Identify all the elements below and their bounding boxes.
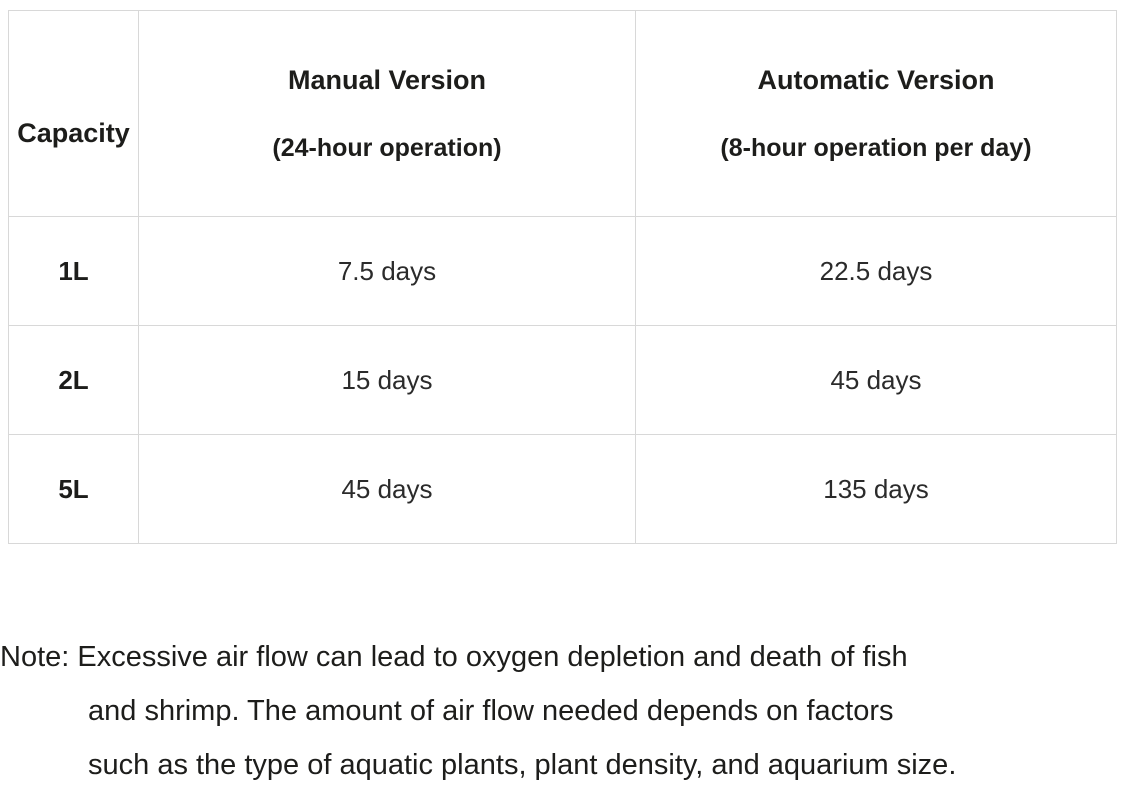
header-manual-title: Manual Version <box>287 64 487 95</box>
table-row <box>9 326 1117 435</box>
header-cell-manual <box>139 11 636 217</box>
table-row <box>9 435 1117 544</box>
header-manual-subtitle: (24-hour operation) <box>272 133 502 162</box>
header-cell-capacity <box>9 11 139 217</box>
header-capacity-label: Capacity <box>17 117 130 148</box>
capacity-runtime-table <box>8 10 1117 544</box>
cell-manual-runtime: 15 days <box>139 326 636 435</box>
header-automatic-title: Automatic Version <box>757 64 995 95</box>
cell-capacity: 5L <box>9 435 139 544</box>
cell-manual-runtime: 45 days <box>139 435 636 544</box>
cell-automatic-runtime: 135 days <box>636 435 1117 544</box>
header-automatic-subtitle: (8-hour operation per day) <box>720 133 1032 162</box>
table-row <box>9 217 1117 326</box>
note-line-2: and shrimp. The amount of air flow needed depends on factors <box>88 695 894 727</box>
table-header-row <box>9 11 1117 217</box>
cell-capacity: 1L <box>9 217 139 326</box>
header-cell-automatic <box>636 11 1117 217</box>
cell-capacity: 2L <box>9 326 139 435</box>
note-block <box>0 630 1124 792</box>
cell-manual-runtime: 7.5 days <box>139 217 636 326</box>
cell-automatic-runtime: 22.5 days <box>636 217 1117 326</box>
note-line-3: such as the type of aquatic plants, plant density, and aquarium size. <box>88 749 957 781</box>
note-line-1: Note: Excessive air flow can lead to oxygen depletion and death of fish <box>0 641 908 673</box>
cell-automatic-runtime: 45 days <box>636 326 1117 435</box>
